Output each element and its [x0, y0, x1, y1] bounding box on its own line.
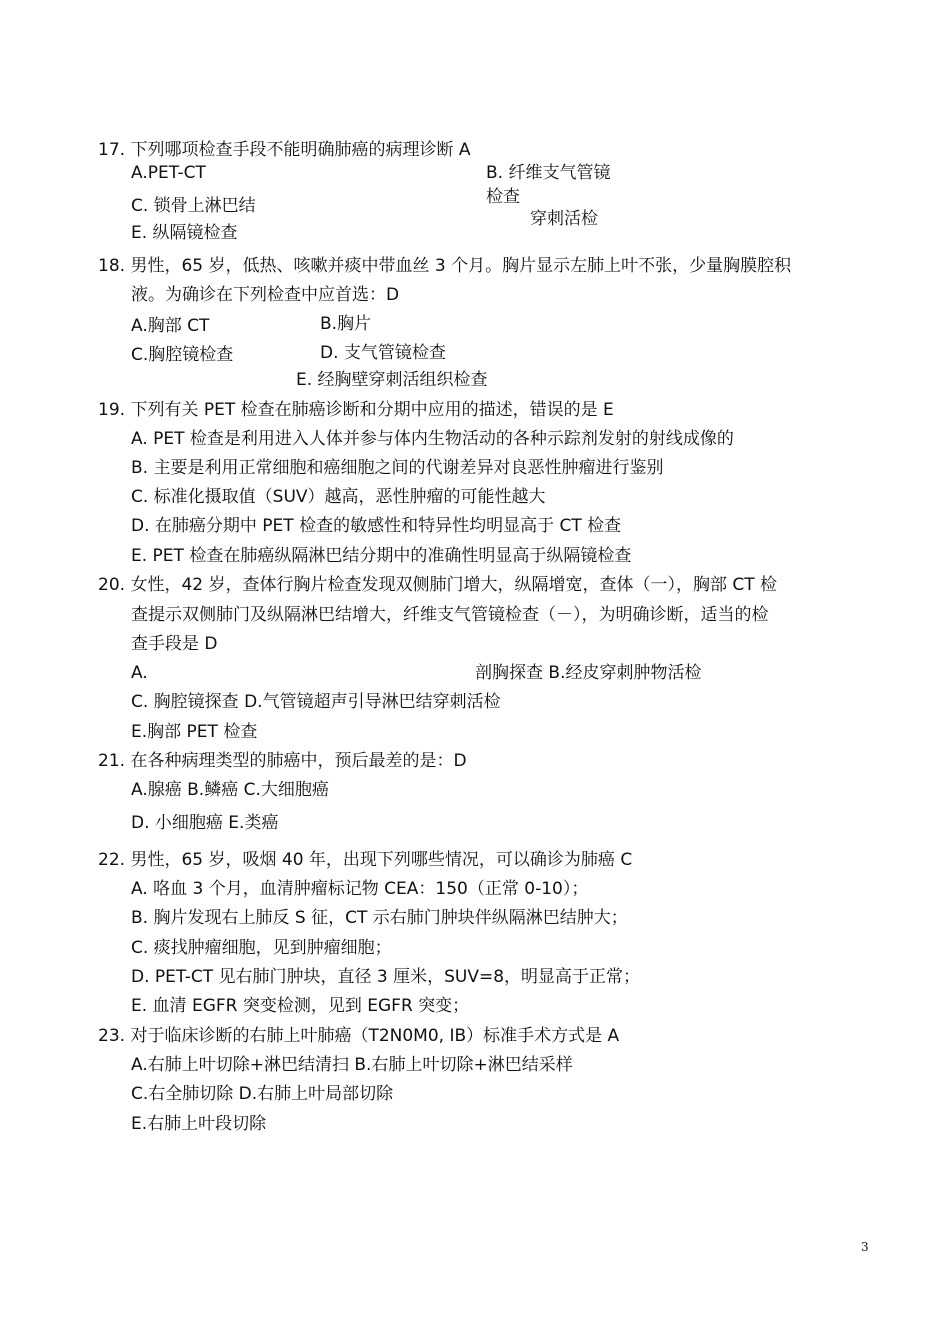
q21-options-a-b-c: A.腺癌 B.鳞癌 C.大细胞癌 [131, 780, 329, 800]
q19-option-b: B. 主要是利用正常细胞和癌细胞之间的代谢差异对良恶性肿瘤进行鉴别 [131, 458, 664, 478]
q18-stem-line-2: 液。为确诊在下列检查中应首选：D [131, 285, 400, 305]
q23-stem: 23. 对于临床诊断的右肺上叶肺癌（T2N0M0, IB）标准手术方式是 A [98, 1026, 620, 1046]
q20-option-e: E.胸部 PET 检查 [131, 722, 258, 742]
q19-option-c: C. 标准化摄取值（SUV）越高，恶性肿瘤的可能性越大 [131, 487, 546, 507]
q18-option-c: C.胸腔镜检查 [131, 345, 234, 365]
q17-option-a: A.PET-CT [131, 163, 206, 183]
q20-options-a-b: 剖胸探查 B.经皮穿刺肿物活检 [475, 663, 702, 683]
q17-option-e: E. 纵隔镜检查 [131, 223, 238, 243]
q18-option-d: D. 支气管镜检查 [320, 343, 446, 363]
q23-option-e: E.右肺上叶段切除 [131, 1114, 267, 1134]
q17-option-b-continued: 检查 [486, 187, 520, 207]
q22-stem: 22. 男性，65 岁，吸烟 40 年，出现下列哪些情况，可以确诊为肺癌 C [98, 850, 633, 870]
q20-stem-line-1: 20. 女性，42 岁，查体行胸片检查发现双侧肺门增大，纵隔增宽，查体（一），胸部 CT 检 [98, 575, 778, 595]
q18-option-b: B.胸片 [320, 314, 372, 334]
q22-option-d: D. PET-CT 见右肺门肿块，直径 3 厘米，SUV=8，明显高于正常； [131, 967, 641, 987]
q23-options-c-d: C.右全肺切除 D.右肺上叶局部切除 [131, 1084, 394, 1104]
page-number: 3 [861, 1240, 869, 1254]
q17-option-c: C. 锁骨上淋巴结 [131, 196, 256, 216]
q17-option-b: B. 纤维支气管镜 [486, 163, 611, 183]
q17-option-d-clipped [530, 208, 598, 229]
q19-option-d: D. 在肺癌分期中 PET 检查的敏感性和特异性均明显高于 CT 检查 [131, 516, 622, 536]
q19-option-a: A. PET 检查是利用进入人体并参与体内生物活动的各种示踪剂发射的射线成像的 [131, 429, 734, 449]
q18-option-e: E. 经胸壁穿刺活组织检查 [296, 370, 488, 390]
q17-option-d-text: 穿刺活检 [530, 209, 598, 229]
q20-option-a-label: A. [131, 663, 148, 683]
q20-stem-line-3: 查手段是 D [131, 634, 218, 654]
q21-stem: 21. 在各种病理类型的肺癌中，预后最差的是：D [98, 751, 467, 771]
q22-option-e: E. 血清 EGFR 突变检测，见到 EGFR 突变； [131, 996, 470, 1016]
q22-option-c: C. 痰找肿瘤细胞，见到肿瘤细胞； [131, 938, 392, 958]
q19-stem: 19. 下列有关 PET 检查在肺癌诊断和分期中应用的描述，错误的是 E [98, 400, 614, 420]
q23-options-a-b: A.右肺上叶切除+淋巴结清扫 B.右肺上叶切除+淋巴结采样 [131, 1055, 573, 1075]
q20-options-c-d: C. 胸腔镜探查 D.气管镜超声引导淋巴结穿刺活检 [131, 692, 501, 712]
q18-option-a: A.胸部 CT [131, 316, 210, 336]
q17-stem: 17. 下列哪项检查手段不能明确肺癌的病理诊断 A [98, 140, 471, 160]
q20-stem-line-2: 查提示双侧肺门及纵隔淋巴结增大，纤维支气管镜检查（－），为明确诊断，适当的检 [131, 605, 769, 625]
q21-options-d-e: D. 小细胞癌 E.类癌 [131, 813, 279, 833]
q19-option-e: E. PET 检查在肺癌纵隔淋巴结分期中的准确性明显高于纵隔镜检查 [131, 546, 632, 566]
q18-stem-line-1: 18. 男性，65 岁，低热、咳嗽并痰中带血丝 3 个月。胸片显示左肺上叶不张，少量胸膜腔积 [98, 256, 792, 276]
q22-option-a: A. 咯血 3 个月，血清肿瘤标记物 CEA：150（正常 0-10）； [131, 879, 589, 899]
q22-option-b: B. 胸片发现右上肺反 S 征，CT 示右肺门肿块伴纵隔淋巴结肿大； [131, 908, 628, 928]
